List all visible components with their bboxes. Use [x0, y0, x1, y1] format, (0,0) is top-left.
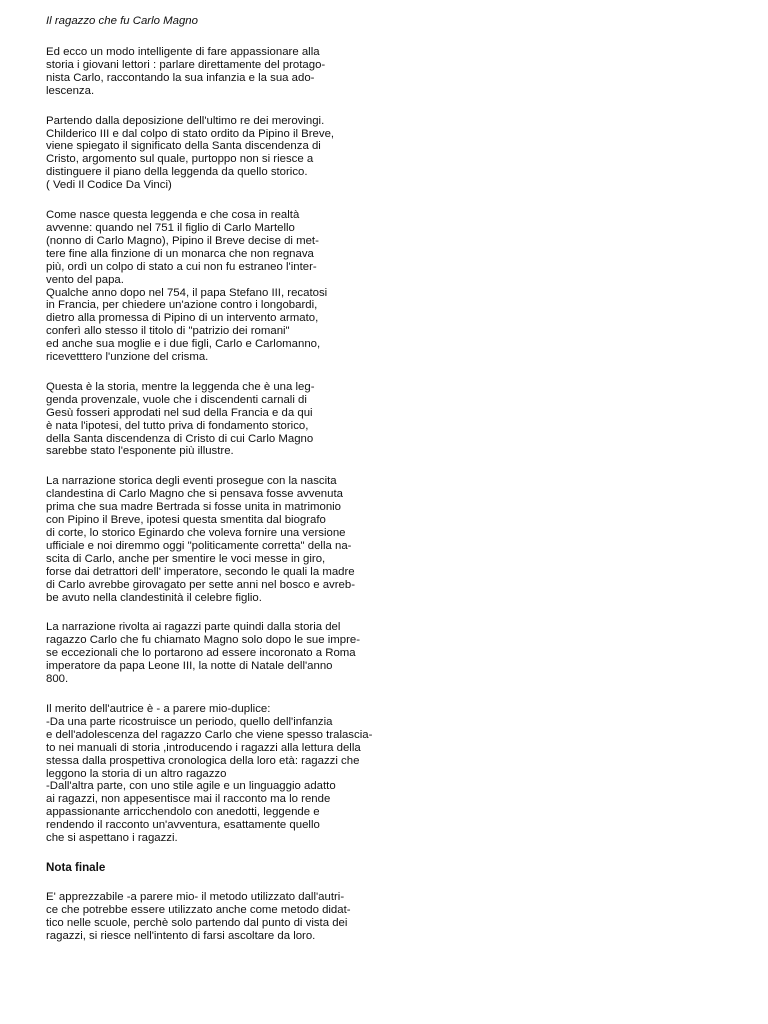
text-line: avvenne: quando nel 751 il figlio di Carlo Martello [46, 221, 295, 234]
text-line: Cristo, argomento sul quale, purtoppo non si riesce a [46, 153, 314, 166]
text-line: ragazzo Carlo che fu chiamato Magno solo dopo le sue impre- [46, 634, 361, 647]
text-line: Partendo dalla deposizione dell'ultimo re dei merovingi. [46, 114, 325, 127]
text-line: se eccezionali che lo portarono ad essere incoronato a Roma [46, 647, 356, 660]
text-line: è nata l'ipotesi, del tutto priva di fondamento storico, [46, 419, 309, 432]
text-line: ce che potrebbe essere utilizzato anche come metodo didat- [46, 903, 351, 916]
text-line: distinguere il piano della leggenda da quello storico. [46, 166, 308, 179]
paragraph [46, 209, 746, 364]
text-line: E' apprezzabile -a parere mio- il metodo utilizzato dall'autri- [46, 890, 345, 903]
text-line: La narrazione storica degli eventi prosegue con la nascita [46, 475, 337, 488]
paragraph [46, 621, 746, 686]
text-line: ai ragazzi, non appesentisce mai il racconto ma lo rende [46, 793, 331, 806]
text-line: che si aspettano i ragazzi. [46, 832, 178, 845]
paragraph [46, 703, 746, 845]
text-line: storia i giovani lettori : parlare direttamente del protago- [46, 58, 326, 71]
text-line: ufficiale e noi diremmo oggi "politicamente corretta" della na- [46, 539, 352, 552]
text-line: genda provenzale, vuole che i discendenti carnali di [46, 393, 307, 406]
text-line: viene spiegato il significato della Santa discendenza di [46, 140, 321, 153]
document-page [46, 14, 746, 959]
text-line: 800. [46, 673, 69, 686]
text-line: Childerico III e dal colpo di stato ordito da Pipino il Breve, [46, 127, 335, 140]
text-line: be avuto nella clandestinità il celebre figlio. [46, 591, 262, 604]
text-line: della Santa discendenza di Cristo di cui Carlo Magno [46, 432, 314, 445]
text-line: appassionante arricchendolo con anedotti, leggende e [46, 806, 320, 819]
text-line: più, ordì un colpo di stato a cui non fu estraneo l'inter- [46, 260, 317, 273]
text-line: ricevetttero l'unzione del crisma. [46, 351, 209, 364]
paragraph [46, 475, 746, 604]
document-body [46, 46, 746, 845]
text-line: scita di Carlo, anche per smentire le voci messe in giro, [46, 552, 326, 565]
text-line: forse dai detrattori dell' imperatore, secondo le quali la madre [46, 565, 355, 578]
text-line: ragazzi, si riesce nell'intento di farsi ascoltare da loro. [46, 929, 316, 942]
text-line: di Carlo avrebbe girovagato per sette anni nel bosco e avreb- [46, 578, 355, 591]
text-line: e dell'adolescenza del ragazzo Carlo che viene spesso tralascia- [46, 728, 373, 741]
text-line: lescenza. [46, 84, 95, 97]
text-line: nista Carlo, raccontando la sua infanzia e la sua ado- [46, 71, 315, 84]
text-line: La narrazione rivolta ai ragazzi parte quindi dalla storia del [46, 621, 341, 634]
text-line: Ed ecco un modo intelligente di fare appassionare alla [46, 46, 320, 58]
final-note-heading: Nota finale [46, 860, 106, 874]
text-line: sarebbe stato l'esponente più illustre. [46, 445, 234, 458]
text-line: ed anche sua moglie e i due figli, Carlo e Carlomanno, [46, 338, 321, 351]
text-line: imperatore da papa Leone III, la notte di Natale dell'anno [46, 660, 333, 673]
document-title: Il ragazzo che fu Carlo Magno [46, 15, 198, 27]
text-line: rendendo il racconto un'avventura, esattamente quello [46, 819, 320, 832]
text-line: tico nelle scuole, perchè solo partendo dal punto di vista dei [46, 916, 348, 929]
text-line: con Pipino il Breve, ipotesi questa smentita dal biografo [46, 514, 326, 527]
text-line: -Da una parte ricostruisce un periodo, quello dell'infanzia [46, 715, 333, 728]
text-line: leggono la storia di un altro ragazzo [46, 767, 227, 780]
text-line: dietro alla promessa di Pipino di un intervento armato, [46, 312, 319, 325]
paragraph [46, 381, 746, 458]
text-line: stessa dalla prospettiva cronologica della loro età: ragazzi che [46, 754, 360, 767]
text-line: conferì allo stesso il titolo di "patrizio dei romani" [46, 325, 290, 338]
paragraph [46, 46, 746, 98]
text-line: vento del papa. [46, 273, 124, 286]
text-line: Gesù fosseri approdati nel sud della Francia e da qui [46, 406, 313, 419]
text-line: -Dall'altra parte, con uno stile agile e un linguaggio adatto [46, 780, 336, 793]
text-line: to nei manuali di storia ,introducendo i ragazzi alla lettura della [46, 741, 361, 754]
text-line: clandestina di Carlo Magno che si pensava fosse avvenuta [46, 488, 343, 501]
text-line: tere fine alla finzione di un monarca che non regnava [46, 247, 314, 260]
text-line: ( Vedi Il Codice Da Vinci) [46, 179, 172, 192]
text-line: (nonno di Carlo Magno), Pipino il Breve decise di met- [46, 234, 319, 247]
text-line: prima che sua madre Bertrada si fosse unita in matrimonio [46, 501, 342, 514]
text-line: Qualche anno dopo nel 754, il papa Stefano III, recatosi [46, 286, 328, 299]
paragraph [46, 115, 746, 192]
text-line: in Francia, per chiedere un'azione contro i longobardi, [46, 299, 318, 312]
text-line: Come nasce questa leggenda e che cosa in realtà [46, 209, 300, 222]
text-line: Questa è la storia, mentre la leggenda che è una leg- [46, 380, 315, 393]
final-note-paragraph [46, 891, 746, 943]
text-line: Il merito dell'autrice è - a parere mio-duplice: [46, 702, 271, 715]
text-line: di corte, lo storico Eginardo che voleva fornire una versione [46, 527, 346, 539]
